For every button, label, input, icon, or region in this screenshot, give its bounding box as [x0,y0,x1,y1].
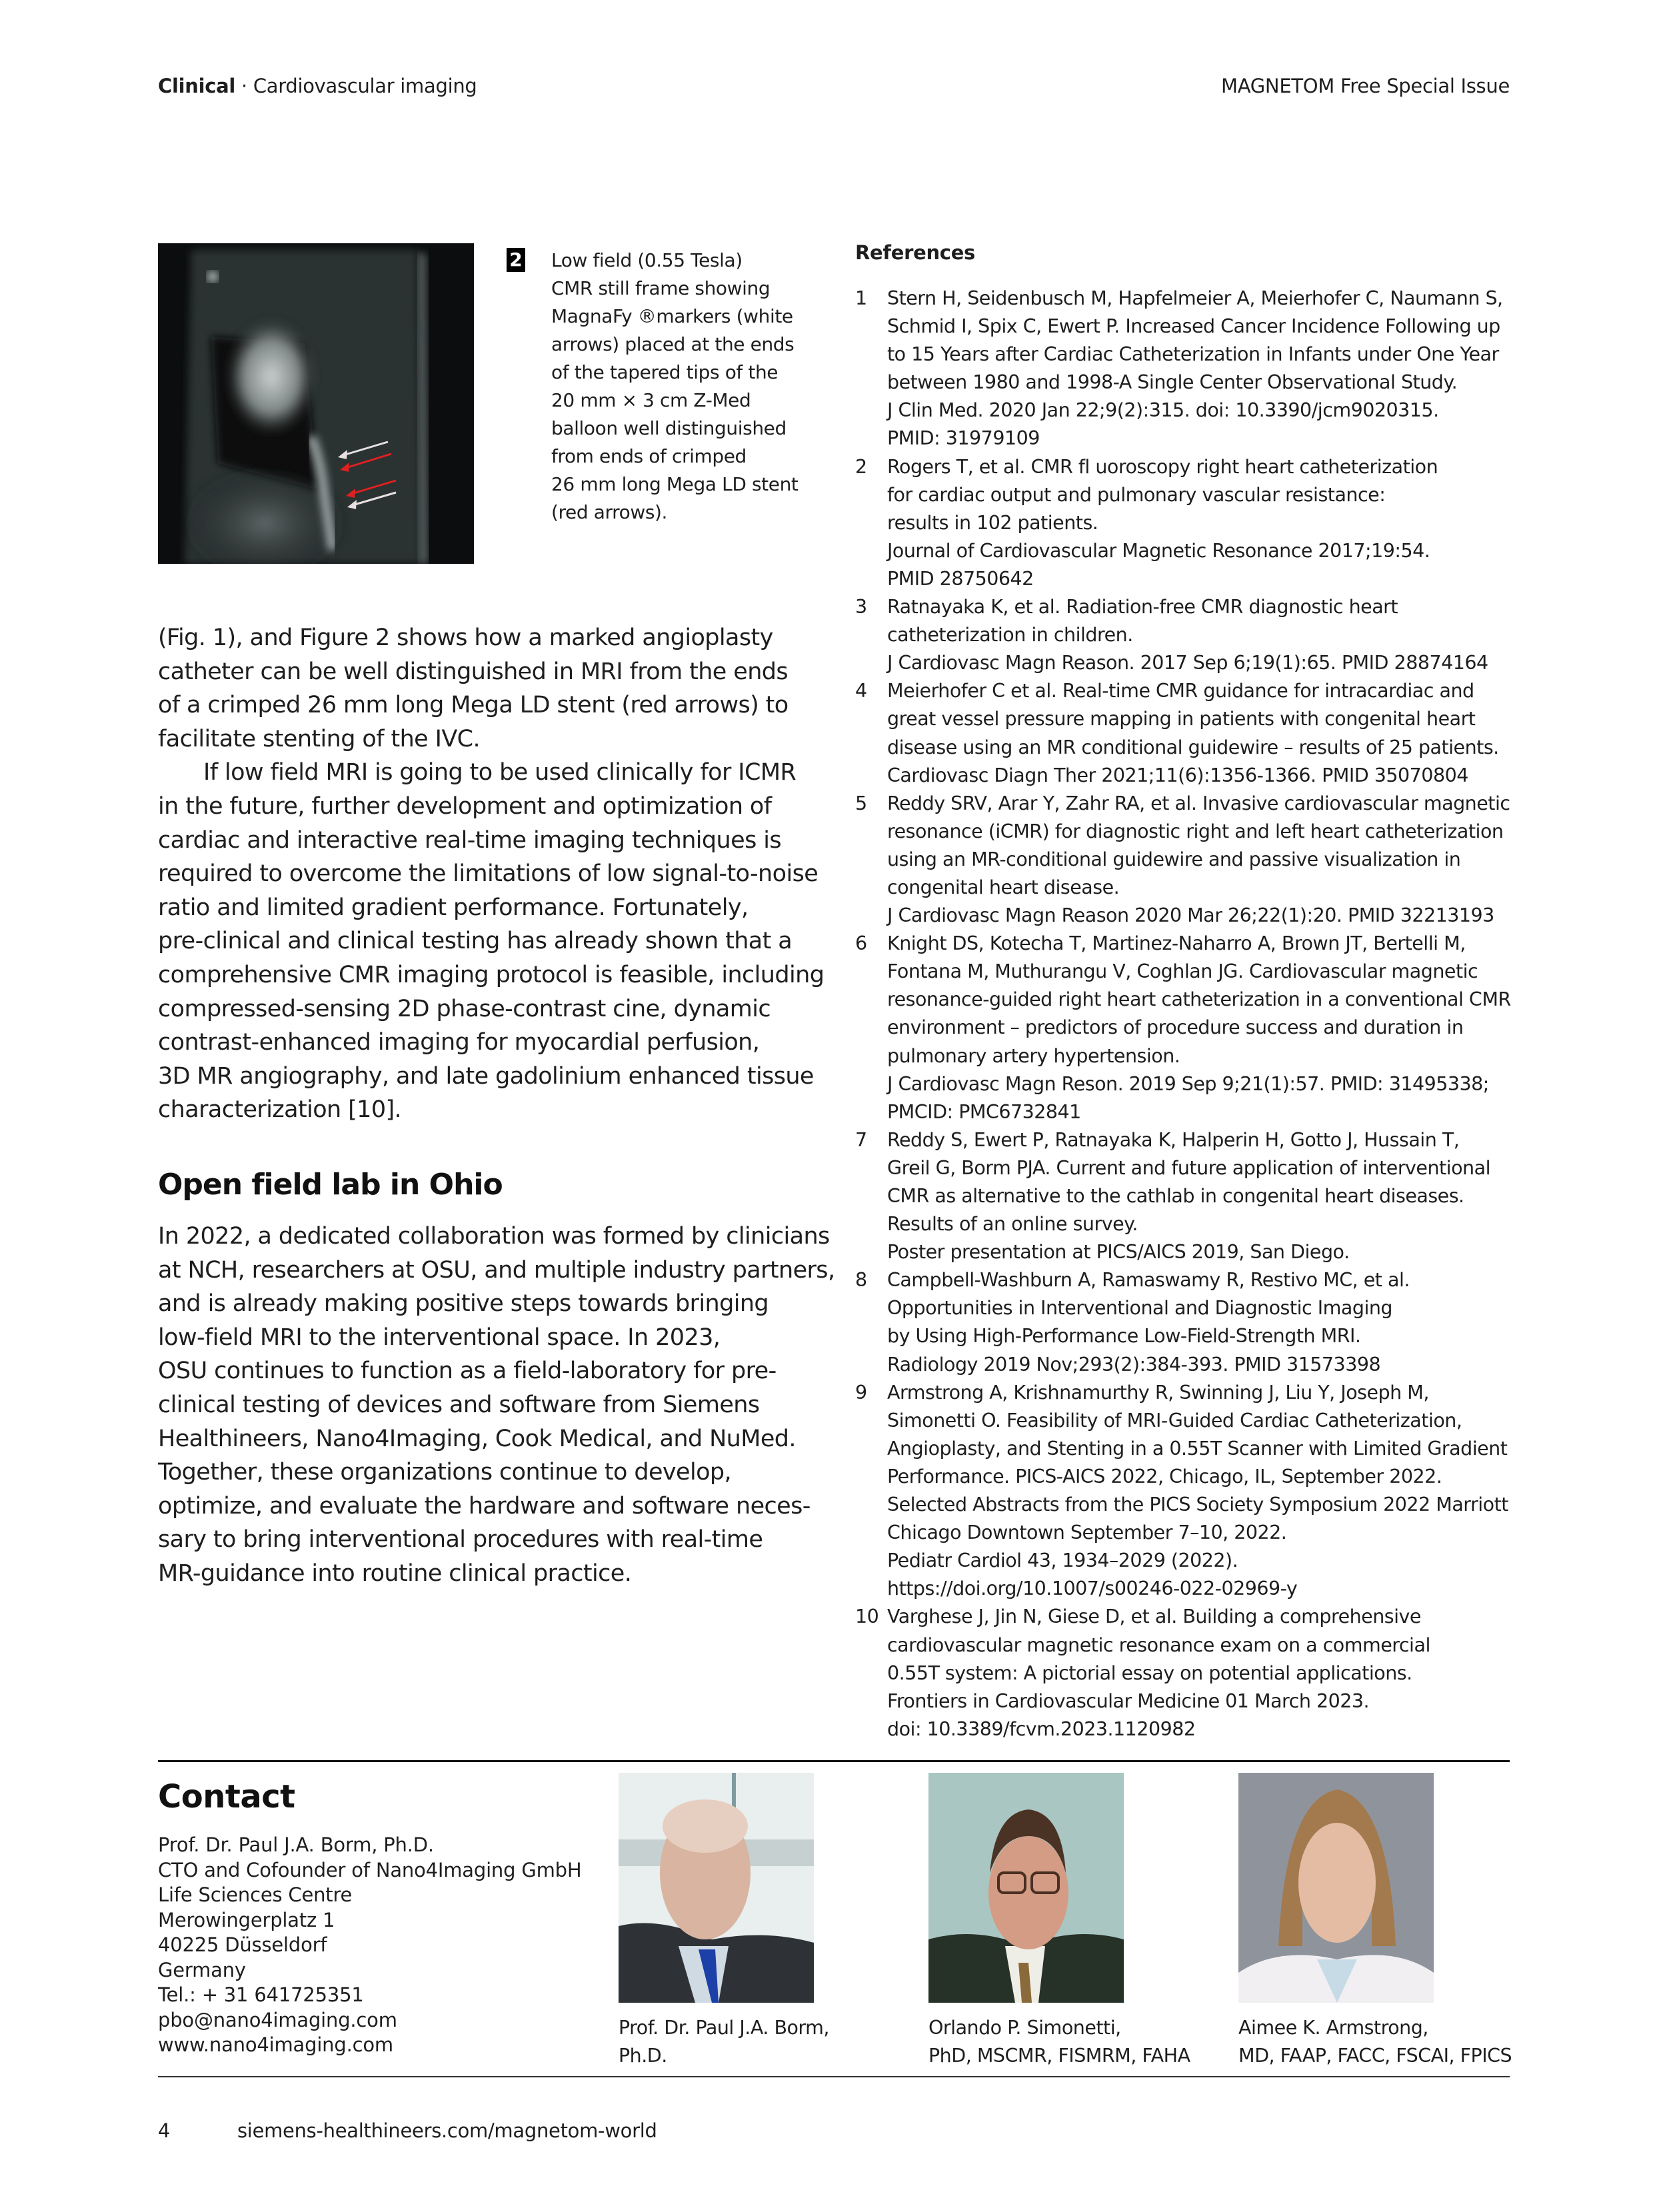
reference-line: Selected Abstracts from the PICS Society Symposium 2022 Marriott [887,1494,1508,1516]
reference-line: Performance. PICS-AICS 2022, Chicago, IL, September 2022. [887,1465,1442,1488]
photo-simonetti [928,1773,1124,2003]
reference-line: PMID: 31979109 [887,427,1040,450]
body-line: MR-guidance into routine clinical practice. [158,1560,632,1587]
running-header-section [158,75,477,97]
reference-line: J Clin Med. 2020 Jan 22;9(2):315. doi: 10.3390/jcm9020315. [887,399,1439,422]
reference-line: Opportunities in Interventional and Diagnostic Imaging [887,1297,1393,1320]
body-line: In 2022, a dedicated collaboration was formed by clinicians [158,1223,830,1250]
footer-url-link[interactable]: siemens-healthineers.com/magnetom-world [237,2119,657,2142]
reference-line: cardiovascular magnetic resonance exam on a commercial [887,1634,1430,1656]
page-number: 4 [158,2119,171,2142]
reference-line: Pediatr Cardiol 43, 1934–2029 (2022). [887,1550,1238,1572]
contact-top-divider [158,1760,1510,1762]
reference-line: Armstrong A, Krishnamurthy R, Swinning J, Liu Y, Joseph M, [887,1381,1429,1404]
reference-number: 6 [855,932,867,955]
reference-line: Meierhofer C et al. Real-time CMR guidance for intracardiac and [887,680,1474,702]
reference-line: environment – predictors of procedure success and duration in [887,1016,1464,1039]
reference-line: congenital heart disease. [887,876,1120,898]
body-line: compressed-sensing 2D phase-contrast cine, dynamic [158,995,771,1022]
mri-scan-graphic [158,243,474,564]
reference-line: to 15 Years after Cardiac Catheterization in Infants under One Year [887,343,1499,366]
reference-item [855,593,1515,677]
person-credentials: PhD, MSCMR, FISMRM, FAHA [928,2045,1190,2067]
reference-line: between 1980 and 1998-A Single Center Observational Study. [887,371,1458,394]
reference-item [855,1126,1515,1266]
caption-line: Low field (0.55 Tesla) [551,249,743,271]
reference-item [855,1603,1515,1743]
reference-number: 7 [855,1128,867,1151]
body-line: Together, these organizations continue to develop, [158,1459,732,1486]
reference-item [855,1266,1515,1378]
reference-line: Varghese J, Jin N, Giese D, et al. Building a comprehensive [887,1606,1421,1628]
person-name: Orlando P. Simonetti, [928,2017,1121,2039]
body-line: at NCH, researchers at OSU, and multiple industry partners, [158,1256,835,1284]
reference-line: using an MR-conditional guidewire and passive visualization in [887,848,1461,870]
person-credentials: MD, FAAP, FACC, FSCAI, FPICS [1238,2045,1512,2067]
body-line: catheter can be well distinguished in MRI from the ends [158,658,789,685]
contact-email-link[interactable]: pbo@nano4imaging.com [158,2008,397,2031]
body-line: 3D MR angiography, and late gadolinium enhanced tissue [158,1062,814,1090]
topic-label: Cardiovascular imaging [253,75,477,97]
body-line: characterization [10]. [158,1096,402,1124]
contact-street: Merowingerplatz 1 [158,1908,335,1931]
reference-line: Greil G, Borm PJA. Current and future application of interventional [887,1156,1490,1179]
caption-line: arrows) placed at the ends [551,333,795,355]
photo-caption-simonetti [928,2014,1190,2070]
reference-line: Poster presentation at PICS/AICS 2019, San Diego. [887,1241,1350,1264]
figure-number-badge: 2 [507,248,525,272]
reference-line: pulmonary artery hypertension. [887,1044,1180,1067]
reference-line: Rogers T, et al. CMR fl uoroscopy right heart catheterization [887,455,1438,478]
photo-caption-borm [619,2014,829,2070]
reference-line: Chicago Downtown September 7–10, 2022. [887,1522,1287,1544]
reference-line: Frontiers in Cardiovascular Medicine 01 March 2023. [887,1689,1370,1712]
body-line: sary to bring interventional procedures with real-time [158,1526,763,1554]
body-line: cardiac and interactive real-time imaging techniques is [158,826,781,854]
person-credentials: Ph.D. [619,2045,667,2067]
contact-bottom-divider [158,2076,1510,2077]
reference-number: 2 [855,455,867,478]
references-title: References [855,241,976,264]
body-line: required to overcome the limitations of low signal-to-noise [158,860,819,888]
reference-line: J Cardiovasc Magn Reason 2020 Mar 26;22(1):20. PMID 32213193 [887,904,1494,927]
body-line: and is already making positive steps towards bringing [158,1290,769,1318]
section-paragraph [158,1220,835,1591]
reference-line: resonance (iCMR) for diagnostic right and left heart catheterization [887,820,1504,842]
reference-line: Cardiovasc Diagn Ther 2021;11(6):1356-1366. PMID 35070804 [887,764,1468,786]
caption-line: of the tapered tips of the [551,361,779,383]
body-line: contrast-enhanced imaging for myocardial perfusion, [158,1029,760,1056]
reference-line: https://doi.org/10.1007/s00246-022-02969-y [887,1578,1298,1600]
body-line: OSU continues to function as a field-laboratory for pre- [158,1358,777,1385]
reference-line: Radiology 2019 Nov;293(2):384-393. PMID 31573398 [887,1353,1381,1376]
section-heading: Open field lab in Ohio [158,1168,503,1202]
reference-line: by Using High-Performance Low-Field-Strength MRI. [887,1325,1361,1348]
reference-line: Reddy SRV, Arar Y, Zahr RA, et al. Invasive cardiovascular magnetic [887,792,1510,814]
section-label: Clinical [158,75,236,97]
body-line: facilitate stenting of the IVC. [158,725,481,752]
reference-item [855,930,1515,1126]
figure-caption [551,247,831,527]
reference-line: Schmid I, Spix C, Ewert P. Increased Cancer Incidence Following up [887,315,1500,338]
reference-item [855,453,1515,593]
person-name: Aimee K. Armstrong, [1238,2017,1428,2039]
reference-item [855,677,1515,789]
reference-line: for cardiac output and pulmonary vascular resistance: [887,483,1386,506]
reference-line: Angioplasty, and Stenting in a 0.55T Scanner with Limited Gradient [887,1437,1508,1460]
body-line: ratio and limited gradient performance. Fortunately, [158,894,749,921]
body-line: pre-clinical and clinical testing has already shown that a [158,928,793,955]
reference-line: Reddy S, Ewert P, Ratnayaka K, Halperin H, Gotto J, Hussain T, [887,1128,1460,1151]
reference-line: Results of an online survey. [887,1213,1138,1236]
reference-number: 8 [855,1269,867,1292]
reference-line: Simonetti O. Feasibility of MRI-Guided Cardiac Catheterization, [887,1409,1462,1432]
reference-item [855,1379,1515,1604]
contact-title: Contact [158,1778,295,1815]
contact-name: Prof. Dr. Paul J.A. Borm, Ph.D. [158,1833,434,1856]
reference-line: Journal of Cardiovascular Magnetic Resonance 2017;19:54. [887,539,1430,562]
reference-line: Ratnayaka K, et al. Radiation-free CMR diagnostic heart [887,596,1398,618]
references-list [855,285,1515,1743]
reference-line: results in 102 patients. [887,511,1098,534]
reference-line: 0.55T system: A pictorial essay on potential applications. [887,1661,1412,1684]
reference-line: doi: 10.3389/fcvm.2023.1120982 [887,1717,1196,1740]
caption-line: from ends of crimped [551,445,747,467]
reference-line: disease using an MR conditional guidewire – results of 25 patients. [887,736,1499,758]
contact-role: CTO and Cofounder of Nano4Imaging GmbH [158,1858,582,1881]
reference-line: Knight DS, Kotecha T, Martinez-Naharro A, Brown JT, Bertelli M, [887,932,1466,955]
body-line: comprehensive CMR imaging protocol is feasible, including [158,961,825,988]
reference-number: 1 [855,287,867,309]
photo-caption-armstrong [1238,2014,1512,2070]
contact-city: 40225 Düsseldorf [158,1933,327,1956]
reference-line: great vessel pressure mapping in patients with congenital heart [887,708,1476,730]
body-line: optimize, and evaluate the hardware and software neces- [158,1492,811,1520]
reference-line: Fontana M, Muthurangu V, Coghlan JG. Cardiovascular magnetic [887,960,1478,983]
reference-line: Stern H, Seidenbusch M, Hapfelmeier A, Meierhofer C, Naumann S, [887,287,1503,309]
reference-number: 9 [855,1381,867,1404]
reference-line: PMID 28750642 [887,567,1034,590]
reference-line: PMCID: PMC6732841 [887,1100,1081,1123]
figure-2-mri-image [158,243,474,564]
reference-line: J Cardiovasc Magn Reson. 2019 Sep 9;21(1):57. PMID: 31495338; [887,1072,1489,1095]
caption-line: CMR still frame showing [551,277,771,299]
contact-phone: Tel.: + 31 641725351 [158,1983,364,2006]
body-paragraphs [158,621,831,1127]
reference-line: CMR as alternative to the cathlab in congenital heart diseases. [887,1185,1464,1207]
reference-line: Campbell-Washburn A, Ramaswamy R, Restivo MC, et al. [887,1269,1410,1292]
header-separator: · [235,75,253,97]
body-line: (Fig. 1), and Figure 2 shows how a marked angioplasty [158,624,773,651]
photo-armstrong [1238,1773,1434,2003]
photo-borm [619,1773,814,2003]
body-line: low-field MRI to the interventional space. In 2023, [158,1324,721,1351]
person-name: Prof. Dr. Paul J.A. Borm, [619,2017,829,2039]
reference-number: 10 [855,1606,879,1628]
reference-item [855,790,1515,930]
reference-line: J Cardiovasc Magn Reason. 2017 Sep 6;19(1):65. PMID 28874164 [887,652,1488,674]
body-line: clinical testing of devices and software from Siemens [158,1391,760,1418]
reference-number: 5 [855,792,867,814]
caption-line: MagnaFy ®markers (white [551,305,793,327]
body-line: in the future, further development and optimization of [158,792,772,820]
reference-number: 3 [855,596,867,618]
caption-line: balloon well distinguished [551,417,787,439]
body-line: of a crimped 26 mm long Mega LD stent (red arrows) to [158,692,789,719]
contact-website-link[interactable]: www.nano4imaging.com [158,2033,393,2056]
contact-institution: Life Sciences Centre [158,1883,353,1906]
reference-line: catheterization in children. [887,624,1133,646]
reference-line: resonance-guided right heart catheterization in a conventional CMR [887,988,1511,1011]
reference-item [855,285,1515,453]
publication-title: MAGNETOM Free Special Issue [1221,75,1510,97]
body-line: If low field MRI is going to be used clinically for ICMR [203,759,797,786]
caption-line: 20 mm × 3 cm Z-Med [551,389,751,411]
caption-line: 26 mm long Mega LD stent [551,473,799,495]
contact-country: Germany [158,1958,246,1981]
reference-number: 4 [855,680,867,702]
contact-address [158,1833,581,2058]
body-line: Healthineers, Nano4Imaging, Cook Medical, and NuMed. [158,1425,796,1452]
caption-line: (red arrows). [551,501,668,523]
